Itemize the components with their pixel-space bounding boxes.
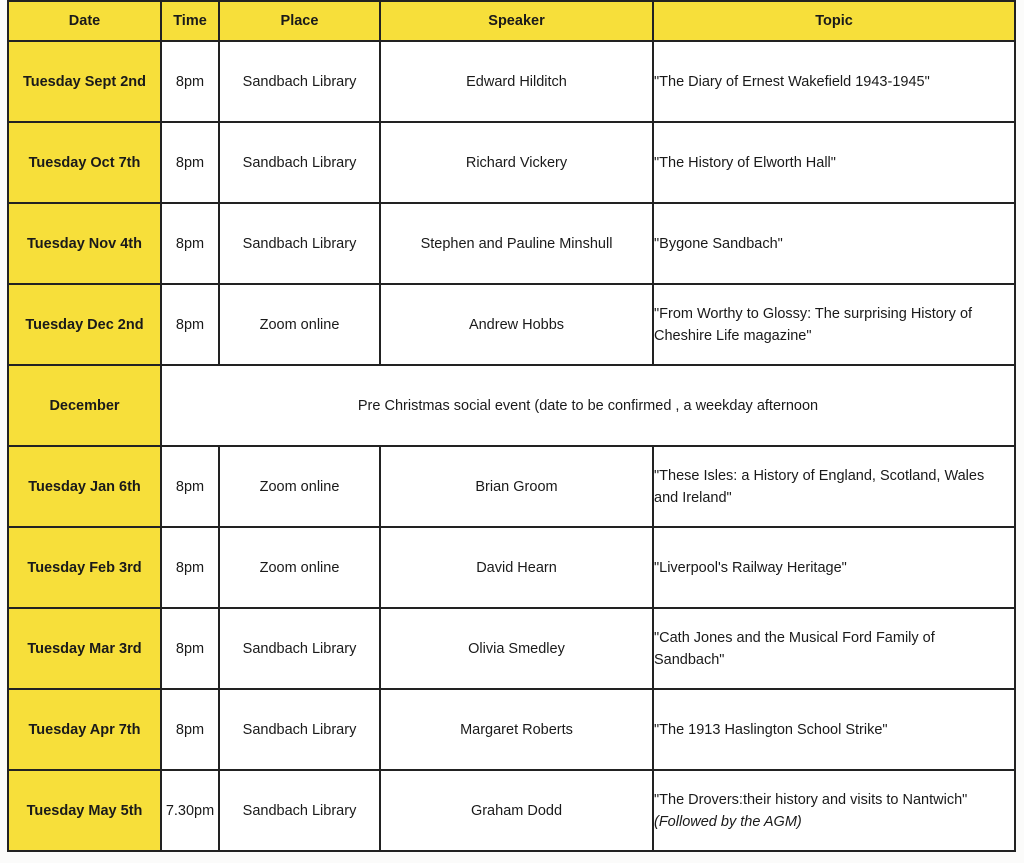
place-cell: Sandbach Library: [219, 770, 380, 851]
time-cell: 8pm: [161, 608, 219, 689]
date-cell: Tuesday Dec 2nd: [8, 284, 161, 365]
place-cell: Sandbach Library: [219, 608, 380, 689]
table-row: [8, 122, 1015, 203]
topic-cell: [653, 41, 1015, 122]
table-row: [8, 689, 1015, 770]
date-cell: Tuesday Nov 4th: [8, 203, 161, 284]
topic-cell: [653, 527, 1015, 608]
topic-cell: [653, 284, 1015, 365]
table-row: [8, 446, 1015, 527]
table-row: [8, 203, 1015, 284]
date-cell: Tuesday Feb 3rd: [8, 527, 161, 608]
header-speaker: Speaker: [380, 1, 653, 41]
speaker-cell: Olivia Smedley: [380, 608, 653, 689]
table-row: [8, 770, 1015, 851]
speaker-cell: Stephen and Pauline Minshull: [380, 203, 653, 284]
topic-cell: [653, 608, 1015, 689]
topic-line: "The 1913 Haslington School Strike": [654, 721, 888, 738]
topic-line: "Bygone Sandbach": [654, 235, 783, 252]
place-cell: Sandbach Library: [219, 203, 380, 284]
date-cell: December: [8, 365, 161, 446]
header-date: Date: [8, 1, 161, 41]
topic-cell: [653, 203, 1015, 284]
topic-line: Sandbach": [654, 651, 725, 668]
topic-line: and Ireland": [654, 489, 732, 506]
time-cell: 8pm: [161, 41, 219, 122]
time-cell: 8pm: [161, 122, 219, 203]
table-row: [8, 527, 1015, 608]
date-cell: Tuesday Mar 3rd: [8, 608, 161, 689]
topic-cell: [653, 770, 1015, 851]
topic-cell: [653, 122, 1015, 203]
place-cell: Zoom online: [219, 284, 380, 365]
time-cell: 8pm: [161, 689, 219, 770]
speaker-cell: Graham Dodd: [380, 770, 653, 851]
place-cell: Sandbach Library: [219, 122, 380, 203]
topic-line: "The History of Elworth Hall": [654, 154, 836, 171]
time-cell: 8pm: [161, 284, 219, 365]
header-time: Time: [161, 1, 219, 41]
topic-line: "These Isles: a History of England, Scotland, Wales: [654, 467, 985, 484]
place-cell: Zoom online: [219, 527, 380, 608]
table-row: [8, 284, 1015, 365]
topic-note: (Followed by the AGM): [654, 813, 802, 830]
topic-line: "Liverpool's Railway Heritage": [654, 559, 847, 576]
header-place: Place: [219, 1, 380, 41]
topic-line: "The Diary of Ernest Wakefield 1943-1945": [654, 73, 930, 90]
speaker-cell: Brian Groom: [380, 446, 653, 527]
topic-cell: [653, 689, 1015, 770]
table-row: [8, 608, 1015, 689]
date-cell: Tuesday Sept 2nd: [8, 41, 161, 122]
date-cell: Tuesday Apr 7th: [8, 689, 161, 770]
place-cell: Zoom online: [219, 446, 380, 527]
table-row: [8, 41, 1015, 122]
time-cell: 7.30pm: [161, 770, 219, 851]
time-cell: 8pm: [161, 203, 219, 284]
time-cell: 8pm: [161, 527, 219, 608]
speaker-cell: Andrew Hobbs: [380, 284, 653, 365]
speaker-cell: Margaret Roberts: [380, 689, 653, 770]
header-topic: Topic: [653, 1, 1015, 41]
date-cell: Tuesday Oct 7th: [8, 122, 161, 203]
header-row: [8, 1, 1015, 41]
place-cell: Sandbach Library: [219, 41, 380, 122]
topic-cell: [653, 446, 1015, 527]
time-cell: 8pm: [161, 446, 219, 527]
date-cell: Tuesday May 5th: [8, 770, 161, 851]
speaker-cell: Richard Vickery: [380, 122, 653, 203]
place-cell: Sandbach Library: [219, 689, 380, 770]
date-cell: Tuesday Jan 6th: [8, 446, 161, 527]
speaker-cell: David Hearn: [380, 527, 653, 608]
speaker-cell: Edward Hilditch: [380, 41, 653, 122]
talks-schedule-table: [7, 0, 1016, 852]
topic-line: "Cath Jones and the Musical Ford Family of: [654, 629, 935, 646]
topic-line: "The Drovers:their history and visits to Nantwich": [654, 791, 968, 808]
table-row-december: [8, 365, 1015, 446]
topic-line: "From Worthy to Glossy: The surprising History of: [654, 305, 973, 322]
topic-line: Cheshire Life magazine": [654, 327, 812, 344]
social-event-cell: Pre Christmas social event (date to be confirmed , a weekday afternoon: [161, 365, 1015, 446]
